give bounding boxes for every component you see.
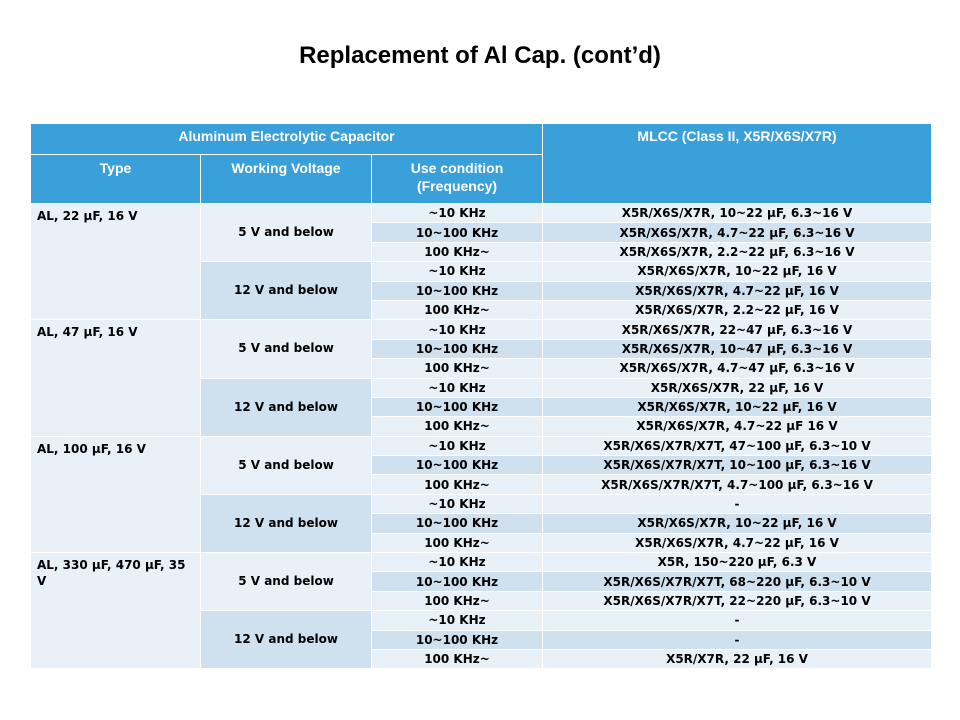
- frequency-cell: 100 KHz~: [372, 591, 543, 610]
- mlcc-cell: X5R/X6S/X7R/X7T, 22~220 µF, 6.3~10 V: [543, 591, 932, 610]
- frequency-cell: ~10 KHz: [372, 262, 543, 281]
- frequency-cell: 100 KHz~: [372, 417, 543, 436]
- header-type: Type: [31, 155, 201, 204]
- mlcc-cell: X5R/X6S/X7R, 10~22 µF, 16 V: [543, 262, 932, 281]
- mlcc-cell: X5R/X6S/X7R, 10~22 µF, 16 V: [543, 514, 932, 533]
- working-voltage-cell: 12 V and below: [201, 378, 372, 436]
- header-aluminum: Aluminum Electrolytic Capacitor: [31, 124, 543, 155]
- header-working-voltage: Working Voltage: [201, 155, 372, 204]
- frequency-cell: ~10 KHz: [372, 436, 543, 455]
- header-use-condition: Use condition (Frequency): [372, 155, 543, 204]
- frequency-cell: 10~100 KHz: [372, 281, 543, 300]
- table-body: [31, 204, 932, 669]
- capacitor-type-cell: AL, 47 µF, 16 V: [31, 320, 201, 436]
- mlcc-cell: X5R/X6S/X7R, 2.2~22 µF, 6.3~16 V: [543, 242, 932, 261]
- frequency-cell: 100 KHz~: [372, 242, 543, 261]
- frequency-cell: 100 KHz~: [372, 475, 543, 494]
- frequency-cell: 100 KHz~: [372, 359, 543, 378]
- working-voltage-cell: 5 V and below: [201, 553, 372, 611]
- slide-title: Replacement of Al Cap. (cont’d): [299, 42, 661, 69]
- table-row: [31, 320, 932, 339]
- working-voltage-cell: 12 V and below: [201, 262, 372, 320]
- mlcc-cell: X5R/X6S/X7R, 4.7~47 µF, 6.3~16 V: [543, 359, 932, 378]
- capacitor-replacement-table: [30, 123, 932, 669]
- capacitor-type-cell: AL, 330 µF, 470 µF, 35 V: [31, 553, 201, 669]
- frequency-cell: 10~100 KHz: [372, 572, 543, 591]
- mlcc-cell: X5R/X6S/X7R/X7T, 68~220 µF, 6.3~10 V: [543, 572, 932, 591]
- mlcc-cell: -: [543, 630, 932, 649]
- frequency-cell: ~10 KHz: [372, 611, 543, 630]
- mlcc-cell: X5R/X6S/X7R, 4.7~22 µF, 16 V: [543, 281, 932, 300]
- mlcc-cell: X5R/X6S/X7R, 4.7~22 µF, 6.3~16 V: [543, 223, 932, 242]
- frequency-cell: 100 KHz~: [372, 533, 543, 552]
- mlcc-cell: X5R/X6S/X7R, 10~22 µF, 16 V: [543, 397, 932, 416]
- table-row: [31, 204, 932, 223]
- frequency-cell: 10~100 KHz: [372, 397, 543, 416]
- mlcc-cell: -: [543, 494, 932, 513]
- frequency-cell: ~10 KHz: [372, 204, 543, 223]
- capacitor-type-cell: AL, 100 µF, 16 V: [31, 436, 201, 552]
- mlcc-cell: X5R/X6S/X7R, 4.7~22 µF 16 V: [543, 417, 932, 436]
- mlcc-cell: X5R, 150~220 µF, 6.3 V: [543, 553, 932, 572]
- frequency-cell: 10~100 KHz: [372, 223, 543, 242]
- header-mlcc: MLCC (Class II, X5R/X6S/X7R): [543, 124, 932, 204]
- mlcc-cell: X5R/X6S/X7R/X7T, 47~100 µF, 6.3~10 V: [543, 436, 932, 455]
- frequency-cell: ~10 KHz: [372, 378, 543, 397]
- mlcc-cell: X5R/X7R, 22 µF, 16 V: [543, 649, 932, 668]
- mlcc-cell: X5R/X6S/X7R, 10~22 µF, 6.3~16 V: [543, 204, 932, 223]
- table-row: [31, 436, 932, 455]
- mlcc-cell: -: [543, 611, 932, 630]
- mlcc-cell: X5R/X6S/X7R, 22~47 µF, 6.3~16 V: [543, 320, 932, 339]
- working-voltage-cell: 5 V and below: [201, 204, 372, 262]
- mlcc-cell: X5R/X6S/X7R, 22 µF, 16 V: [543, 378, 932, 397]
- mlcc-cell: X5R/X6S/X7R, 2.2~22 µF, 16 V: [543, 300, 932, 319]
- frequency-cell: 10~100 KHz: [372, 456, 543, 475]
- frequency-cell: ~10 KHz: [372, 494, 543, 513]
- working-voltage-cell: 12 V and below: [201, 611, 372, 669]
- frequency-cell: 10~100 KHz: [372, 630, 543, 649]
- frequency-cell: 10~100 KHz: [372, 514, 543, 533]
- mlcc-cell: X5R/X6S/X7R, 4.7~22 µF, 16 V: [543, 533, 932, 552]
- frequency-cell: ~10 KHz: [372, 553, 543, 572]
- mlcc-cell: X5R/X6S/X7R/X7T, 10~100 µF, 6.3~16 V: [543, 456, 932, 475]
- frequency-cell: 100 KHz~: [372, 300, 543, 319]
- mlcc-cell: X5R/X6S/X7R/X7T, 4.7~100 µF, 6.3~16 V: [543, 475, 932, 494]
- table-row: [31, 553, 932, 572]
- working-voltage-cell: 5 V and below: [201, 436, 372, 494]
- frequency-cell: 100 KHz~: [372, 649, 543, 668]
- mlcc-cell: X5R/X6S/X7R, 10~47 µF, 6.3~16 V: [543, 339, 932, 358]
- working-voltage-cell: 5 V and below: [201, 320, 372, 378]
- capacitor-type-cell: AL, 22 µF, 16 V: [31, 204, 201, 320]
- frequency-cell: ~10 KHz: [372, 320, 543, 339]
- frequency-cell: 10~100 KHz: [372, 339, 543, 358]
- working-voltage-cell: 12 V and below: [201, 494, 372, 552]
